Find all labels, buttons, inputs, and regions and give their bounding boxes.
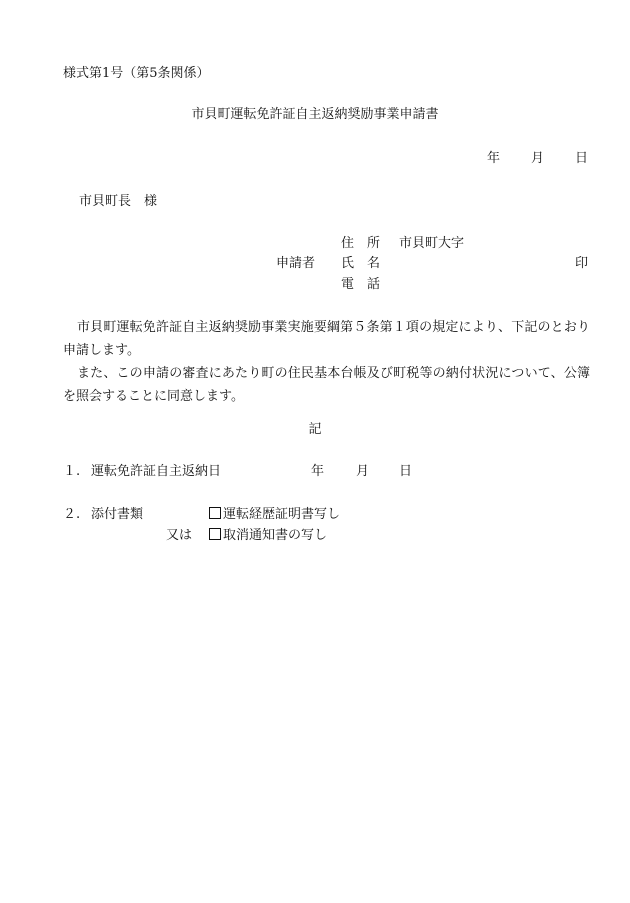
item-number: １. (63, 464, 81, 479)
seal-mark: 印 (575, 256, 589, 271)
ki-heading: 記 (308, 422, 322, 437)
body-text (63, 316, 590, 408)
attachment-option (209, 528, 327, 544)
date-year: 年 (487, 151, 501, 166)
phone-label: 電 話 (341, 277, 381, 292)
option-text: 取消通知書の写し (223, 528, 328, 543)
addressee: 市貝町長 様 (79, 194, 158, 209)
applicant-label: 申請者 (276, 256, 316, 271)
return-month: 月 (356, 464, 370, 479)
return-day: 日 (399, 464, 413, 479)
option-text: 運転経歴証明書写し (223, 507, 341, 522)
attachment-option (209, 507, 340, 523)
checkbox-icon (209, 528, 221, 540)
document-title: 市貝町運転免許証自主返納奨励事業申請書 (191, 107, 439, 122)
address-label: 住 所 (341, 236, 381, 251)
option-prefix: 又は (166, 528, 193, 543)
item-label: 添付書類 (91, 507, 144, 522)
item-label: 運転免許証自主返納日 (91, 464, 222, 479)
checkbox-icon (209, 507, 221, 519)
date-month: 月 (531, 151, 545, 166)
item-number: ２. (63, 507, 81, 522)
form-number: 様式第1号（第5条関係） (63, 66, 210, 81)
address-value: 市貝町大字 (399, 236, 465, 251)
body-paragraph: 市貝町運転免許証自主返納奨励事業実施要綱第５条第１項の規定により、下記のとおり申請します。 (63, 320, 590, 358)
return-year: 年 (311, 464, 325, 479)
date-day: 日 (575, 151, 589, 166)
body-paragraph: また、この申請の審査にあたり町の住民基本台帳及び町税等の納付状況について、公簿を照会することに同意します。 (63, 366, 590, 404)
name-label: 氏 名 (341, 256, 381, 271)
